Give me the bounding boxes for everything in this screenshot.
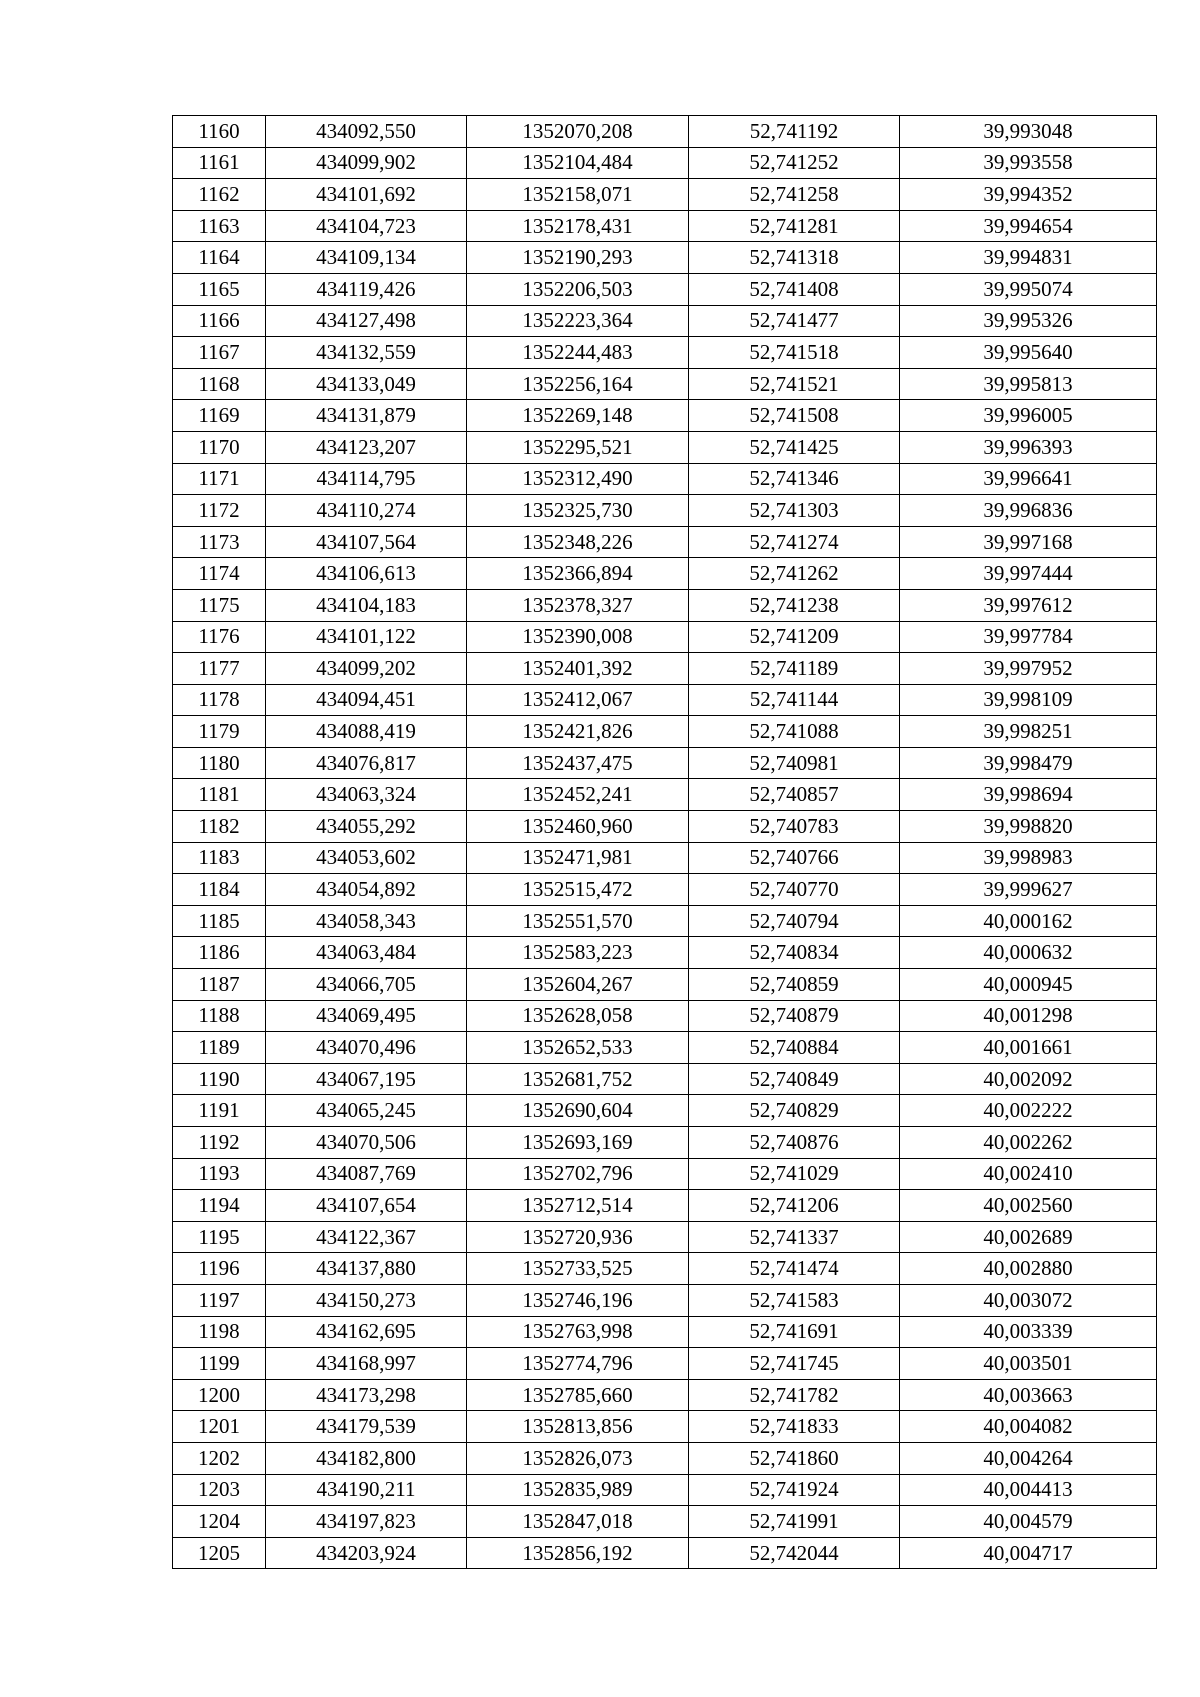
x-coordinate-cell: 434162,695: [266, 1316, 467, 1348]
latitude-cell: 52,740849: [689, 1063, 900, 1095]
table-row: [173, 621, 1157, 653]
y-coordinate-cell: 1352325,730: [467, 495, 689, 527]
point-number-cell: 1173: [173, 526, 266, 558]
y-coordinate-cell: 1352295,521: [467, 431, 689, 463]
x-coordinate-cell: 434088,419: [266, 716, 467, 748]
latitude-cell: 52,741425: [689, 431, 900, 463]
y-coordinate-cell: 1352412,067: [467, 684, 689, 716]
latitude-cell: 52,741518: [689, 337, 900, 369]
point-number-cell: 1168: [173, 368, 266, 400]
point-number-cell: 1187: [173, 969, 266, 1001]
longitude-cell: 40,002689: [900, 1221, 1157, 1253]
latitude-cell: 52,740783: [689, 811, 900, 843]
point-number-cell: 1189: [173, 1032, 266, 1064]
latitude-cell: 52,740834: [689, 937, 900, 969]
point-number-cell: 1190: [173, 1063, 266, 1095]
longitude-cell: 39,995326: [900, 305, 1157, 337]
longitude-cell: 40,004579: [900, 1506, 1157, 1538]
latitude-cell: 52,741337: [689, 1221, 900, 1253]
y-coordinate-cell: 1352223,364: [467, 305, 689, 337]
y-coordinate-cell: 1352312,490: [467, 463, 689, 495]
x-coordinate-cell: 434182,800: [266, 1442, 467, 1474]
x-coordinate-cell: 434066,705: [266, 969, 467, 1001]
point-number-cell: 1171: [173, 463, 266, 495]
longitude-cell: 39,996393: [900, 431, 1157, 463]
longitude-cell: 40,003663: [900, 1379, 1157, 1411]
table-row: [173, 463, 1157, 495]
latitude-cell: 52,741192: [689, 116, 900, 148]
table-row: [173, 969, 1157, 1001]
table-row: [173, 368, 1157, 400]
x-coordinate-cell: 434069,495: [266, 1000, 467, 1032]
table-row: [173, 1095, 1157, 1127]
latitude-cell: 52,741521: [689, 368, 900, 400]
latitude-cell: 52,740770: [689, 874, 900, 906]
longitude-cell: 39,993558: [900, 147, 1157, 179]
longitude-cell: 40,002880: [900, 1253, 1157, 1285]
table-row: [173, 242, 1157, 274]
longitude-cell: 39,997952: [900, 653, 1157, 685]
latitude-cell: 52,741281: [689, 210, 900, 242]
point-number-cell: 1180: [173, 747, 266, 779]
latitude-cell: 52,741209: [689, 621, 900, 653]
x-coordinate-cell: 434109,134: [266, 242, 467, 274]
latitude-cell: 52,740857: [689, 779, 900, 811]
latitude-cell: 52,741303: [689, 495, 900, 527]
x-coordinate-cell: 434197,823: [266, 1506, 467, 1538]
latitude-cell: 52,741474: [689, 1253, 900, 1285]
x-coordinate-cell: 434127,498: [266, 305, 467, 337]
x-coordinate-cell: 434099,202: [266, 653, 467, 685]
longitude-cell: 40,002222: [900, 1095, 1157, 1127]
x-coordinate-cell: 434063,484: [266, 937, 467, 969]
x-coordinate-cell: 434107,654: [266, 1190, 467, 1222]
point-number-cell: 1204: [173, 1506, 266, 1538]
table-row: [173, 526, 1157, 558]
point-number-cell: 1183: [173, 842, 266, 874]
longitude-cell: 39,994352: [900, 179, 1157, 211]
longitude-cell: 40,000945: [900, 969, 1157, 1001]
x-coordinate-cell: 434094,451: [266, 684, 467, 716]
table-row: [173, 400, 1157, 432]
latitude-cell: 52,740884: [689, 1032, 900, 1064]
table-row: [173, 1190, 1157, 1222]
point-number-cell: 1166: [173, 305, 266, 337]
latitude-cell: 52,741924: [689, 1474, 900, 1506]
y-coordinate-cell: 1352733,525: [467, 1253, 689, 1285]
point-number-cell: 1197: [173, 1284, 266, 1316]
latitude-cell: 52,741346: [689, 463, 900, 495]
longitude-cell: 39,998983: [900, 842, 1157, 874]
point-number-cell: 1163: [173, 210, 266, 242]
point-number-cell: 1167: [173, 337, 266, 369]
longitude-cell: 40,004717: [900, 1537, 1157, 1569]
longitude-cell: 39,996005: [900, 400, 1157, 432]
y-coordinate-cell: 1352366,894: [467, 558, 689, 590]
y-coordinate-cell: 1352437,475: [467, 747, 689, 779]
point-number-cell: 1205: [173, 1537, 266, 1569]
coordinates-table-body: [173, 116, 1157, 1569]
y-coordinate-cell: 1352158,071: [467, 179, 689, 211]
x-coordinate-cell: 434106,613: [266, 558, 467, 590]
table-row: [173, 874, 1157, 906]
x-coordinate-cell: 434054,892: [266, 874, 467, 906]
x-coordinate-cell: 434092,550: [266, 116, 467, 148]
x-coordinate-cell: 434076,817: [266, 747, 467, 779]
y-coordinate-cell: 1352604,267: [467, 969, 689, 1001]
table-row: [173, 1253, 1157, 1285]
point-number-cell: 1202: [173, 1442, 266, 1474]
table-row: [173, 1379, 1157, 1411]
latitude-cell: 52,741318: [689, 242, 900, 274]
table-row: [173, 1000, 1157, 1032]
table-row: [173, 1442, 1157, 1474]
table-row: [173, 1348, 1157, 1380]
longitude-cell: 39,994654: [900, 210, 1157, 242]
x-coordinate-cell: 434101,122: [266, 621, 467, 653]
x-coordinate-cell: 434179,539: [266, 1411, 467, 1443]
y-coordinate-cell: 1352826,073: [467, 1442, 689, 1474]
table-row: [173, 1537, 1157, 1569]
longitude-cell: 40,002410: [900, 1158, 1157, 1190]
point-number-cell: 1179: [173, 716, 266, 748]
latitude-cell: 52,741991: [689, 1506, 900, 1538]
y-coordinate-cell: 1352269,148: [467, 400, 689, 432]
x-coordinate-cell: 434101,692: [266, 179, 467, 211]
table-row: [173, 1063, 1157, 1095]
x-coordinate-cell: 434150,273: [266, 1284, 467, 1316]
latitude-cell: 52,741860: [689, 1442, 900, 1474]
latitude-cell: 52,741238: [689, 589, 900, 621]
table-row: [173, 747, 1157, 779]
longitude-cell: 39,997444: [900, 558, 1157, 590]
table-row: [173, 684, 1157, 716]
x-coordinate-cell: 434123,207: [266, 431, 467, 463]
table-row: [173, 937, 1157, 969]
longitude-cell: 39,998109: [900, 684, 1157, 716]
x-coordinate-cell: 434070,506: [266, 1127, 467, 1159]
latitude-cell: 52,740766: [689, 842, 900, 874]
latitude-cell: 52,741252: [689, 147, 900, 179]
y-coordinate-cell: 1352785,660: [467, 1379, 689, 1411]
y-coordinate-cell: 1352378,327: [467, 589, 689, 621]
latitude-cell: 52,741408: [689, 273, 900, 305]
point-number-cell: 1170: [173, 431, 266, 463]
latitude-cell: 52,740859: [689, 969, 900, 1001]
table-row: [173, 1127, 1157, 1159]
y-coordinate-cell: 1352460,960: [467, 811, 689, 843]
table-row: [173, 589, 1157, 621]
latitude-cell: 52,740829: [689, 1095, 900, 1127]
y-coordinate-cell: 1352774,796: [467, 1348, 689, 1380]
point-number-cell: 1193: [173, 1158, 266, 1190]
y-coordinate-cell: 1352690,604: [467, 1095, 689, 1127]
table-row: [173, 1506, 1157, 1538]
x-coordinate-cell: 434053,602: [266, 842, 467, 874]
x-coordinate-cell: 434067,195: [266, 1063, 467, 1095]
longitude-cell: 39,997168: [900, 526, 1157, 558]
y-coordinate-cell: 1352813,856: [467, 1411, 689, 1443]
table-row: [173, 1474, 1157, 1506]
latitude-cell: 52,741029: [689, 1158, 900, 1190]
point-number-cell: 1162: [173, 179, 266, 211]
point-number-cell: 1196: [173, 1253, 266, 1285]
table-row: [173, 779, 1157, 811]
x-coordinate-cell: 434122,367: [266, 1221, 467, 1253]
y-coordinate-cell: 1352681,752: [467, 1063, 689, 1095]
y-coordinate-cell: 1352551,570: [467, 905, 689, 937]
longitude-cell: 40,002092: [900, 1063, 1157, 1095]
longitude-cell: 40,001298: [900, 1000, 1157, 1032]
latitude-cell: 52,740879: [689, 1000, 900, 1032]
longitude-cell: 40,004082: [900, 1411, 1157, 1443]
y-coordinate-cell: 1352835,989: [467, 1474, 689, 1506]
point-number-cell: 1169: [173, 400, 266, 432]
x-coordinate-cell: 434063,324: [266, 779, 467, 811]
latitude-cell: 52,740794: [689, 905, 900, 937]
point-number-cell: 1182: [173, 811, 266, 843]
y-coordinate-cell: 1352712,514: [467, 1190, 689, 1222]
table-row: [173, 179, 1157, 211]
point-number-cell: 1201: [173, 1411, 266, 1443]
table-row: [173, 147, 1157, 179]
point-number-cell: 1203: [173, 1474, 266, 1506]
table-row: [173, 1158, 1157, 1190]
latitude-cell: 52,740981: [689, 747, 900, 779]
longitude-cell: 40,000162: [900, 905, 1157, 937]
table-row: [173, 1284, 1157, 1316]
longitude-cell: 40,003339: [900, 1316, 1157, 1348]
y-coordinate-cell: 1352104,484: [467, 147, 689, 179]
longitude-cell: 39,995640: [900, 337, 1157, 369]
latitude-cell: 52,741583: [689, 1284, 900, 1316]
table-row: [173, 1032, 1157, 1064]
longitude-cell: 39,998251: [900, 716, 1157, 748]
x-coordinate-cell: 434137,880: [266, 1253, 467, 1285]
latitude-cell: 52,741745: [689, 1348, 900, 1380]
latitude-cell: 52,740876: [689, 1127, 900, 1159]
x-coordinate-cell: 434203,924: [266, 1537, 467, 1569]
y-coordinate-cell: 1352244,483: [467, 337, 689, 369]
table-row: [173, 1316, 1157, 1348]
point-number-cell: 1160: [173, 116, 266, 148]
x-coordinate-cell: 434173,298: [266, 1379, 467, 1411]
table-row: [173, 811, 1157, 843]
longitude-cell: 40,003501: [900, 1348, 1157, 1380]
x-coordinate-cell: 434131,879: [266, 400, 467, 432]
table-row: [173, 273, 1157, 305]
y-coordinate-cell: 1352763,998: [467, 1316, 689, 1348]
point-number-cell: 1194: [173, 1190, 266, 1222]
y-coordinate-cell: 1352583,223: [467, 937, 689, 969]
table-row: [173, 716, 1157, 748]
table-row: [173, 210, 1157, 242]
y-coordinate-cell: 1352720,936: [467, 1221, 689, 1253]
longitude-cell: 40,002560: [900, 1190, 1157, 1222]
y-coordinate-cell: 1352206,503: [467, 273, 689, 305]
table-row: [173, 495, 1157, 527]
x-coordinate-cell: 434087,769: [266, 1158, 467, 1190]
latitude-cell: 52,742044: [689, 1537, 900, 1569]
point-number-cell: 1184: [173, 874, 266, 906]
point-number-cell: 1192: [173, 1127, 266, 1159]
x-coordinate-cell: 434104,183: [266, 589, 467, 621]
latitude-cell: 52,741206: [689, 1190, 900, 1222]
y-coordinate-cell: 1352256,164: [467, 368, 689, 400]
table-row: [173, 842, 1157, 874]
point-number-cell: 1172: [173, 495, 266, 527]
y-coordinate-cell: 1352070,208: [467, 116, 689, 148]
latitude-cell: 52,741508: [689, 400, 900, 432]
longitude-cell: 39,998479: [900, 747, 1157, 779]
y-coordinate-cell: 1352401,392: [467, 653, 689, 685]
table-row: [173, 431, 1157, 463]
y-coordinate-cell: 1352348,226: [467, 526, 689, 558]
x-coordinate-cell: 434065,245: [266, 1095, 467, 1127]
longitude-cell: 39,994831: [900, 242, 1157, 274]
latitude-cell: 52,741262: [689, 558, 900, 590]
table-row: [173, 653, 1157, 685]
y-coordinate-cell: 1352190,293: [467, 242, 689, 274]
point-number-cell: 1199: [173, 1348, 266, 1380]
latitude-cell: 52,741782: [689, 1379, 900, 1411]
point-number-cell: 1175: [173, 589, 266, 621]
longitude-cell: 39,998820: [900, 811, 1157, 843]
longitude-cell: 40,001661: [900, 1032, 1157, 1064]
longitude-cell: 40,004413: [900, 1474, 1157, 1506]
latitude-cell: 52,741833: [689, 1411, 900, 1443]
x-coordinate-cell: 434099,902: [266, 147, 467, 179]
point-number-cell: 1188: [173, 1000, 266, 1032]
y-coordinate-cell: 1352390,008: [467, 621, 689, 653]
point-number-cell: 1178: [173, 684, 266, 716]
longitude-cell: 40,004264: [900, 1442, 1157, 1474]
latitude-cell: 52,741088: [689, 716, 900, 748]
point-number-cell: 1186: [173, 937, 266, 969]
point-number-cell: 1198: [173, 1316, 266, 1348]
y-coordinate-cell: 1352452,241: [467, 779, 689, 811]
longitude-cell: 39,996836: [900, 495, 1157, 527]
y-coordinate-cell: 1352652,533: [467, 1032, 689, 1064]
table-row: [173, 116, 1157, 148]
latitude-cell: 52,741274: [689, 526, 900, 558]
table-row: [173, 337, 1157, 369]
point-number-cell: 1200: [173, 1379, 266, 1411]
y-coordinate-cell: 1352421,826: [467, 716, 689, 748]
coordinates-table: [172, 115, 1157, 1569]
longitude-cell: 39,997784: [900, 621, 1157, 653]
longitude-cell: 39,993048: [900, 116, 1157, 148]
longitude-cell: 39,999627: [900, 874, 1157, 906]
y-coordinate-cell: 1352471,981: [467, 842, 689, 874]
point-number-cell: 1164: [173, 242, 266, 274]
latitude-cell: 52,741144: [689, 684, 900, 716]
longitude-cell: 40,002262: [900, 1127, 1157, 1159]
point-number-cell: 1161: [173, 147, 266, 179]
point-number-cell: 1195: [173, 1221, 266, 1253]
x-coordinate-cell: 434114,795: [266, 463, 467, 495]
y-coordinate-cell: 1352702,796: [467, 1158, 689, 1190]
point-number-cell: 1185: [173, 905, 266, 937]
y-coordinate-cell: 1352856,192: [467, 1537, 689, 1569]
longitude-cell: 39,995074: [900, 273, 1157, 305]
x-coordinate-cell: 434119,426: [266, 273, 467, 305]
y-coordinate-cell: 1352847,018: [467, 1506, 689, 1538]
y-coordinate-cell: 1352515,472: [467, 874, 689, 906]
y-coordinate-cell: 1352628,058: [467, 1000, 689, 1032]
table-row: [173, 1411, 1157, 1443]
latitude-cell: 52,741477: [689, 305, 900, 337]
x-coordinate-cell: 434190,211: [266, 1474, 467, 1506]
latitude-cell: 52,741258: [689, 179, 900, 211]
point-number-cell: 1174: [173, 558, 266, 590]
x-coordinate-cell: 434110,274: [266, 495, 467, 527]
y-coordinate-cell: 1352746,196: [467, 1284, 689, 1316]
longitude-cell: 40,000632: [900, 937, 1157, 969]
table-row: [173, 305, 1157, 337]
point-number-cell: 1165: [173, 273, 266, 305]
x-coordinate-cell: 434070,496: [266, 1032, 467, 1064]
point-number-cell: 1191: [173, 1095, 266, 1127]
y-coordinate-cell: 1352693,169: [467, 1127, 689, 1159]
longitude-cell: 40,003072: [900, 1284, 1157, 1316]
latitude-cell: 52,741691: [689, 1316, 900, 1348]
longitude-cell: 39,996641: [900, 463, 1157, 495]
x-coordinate-cell: 434168,997: [266, 1348, 467, 1380]
x-coordinate-cell: 434132,559: [266, 337, 467, 369]
longitude-cell: 39,995813: [900, 368, 1157, 400]
x-coordinate-cell: 434058,343: [266, 905, 467, 937]
y-coordinate-cell: 1352178,431: [467, 210, 689, 242]
x-coordinate-cell: 434107,564: [266, 526, 467, 558]
x-coordinate-cell: 434104,723: [266, 210, 467, 242]
point-number-cell: 1177: [173, 653, 266, 685]
x-coordinate-cell: 434055,292: [266, 811, 467, 843]
latitude-cell: 52,741189: [689, 653, 900, 685]
point-number-cell: 1176: [173, 621, 266, 653]
longitude-cell: 39,997612: [900, 589, 1157, 621]
longitude-cell: 39,998694: [900, 779, 1157, 811]
point-number-cell: 1181: [173, 779, 266, 811]
x-coordinate-cell: 434133,049: [266, 368, 467, 400]
table-row: [173, 1221, 1157, 1253]
table-row: [173, 905, 1157, 937]
table-row: [173, 558, 1157, 590]
